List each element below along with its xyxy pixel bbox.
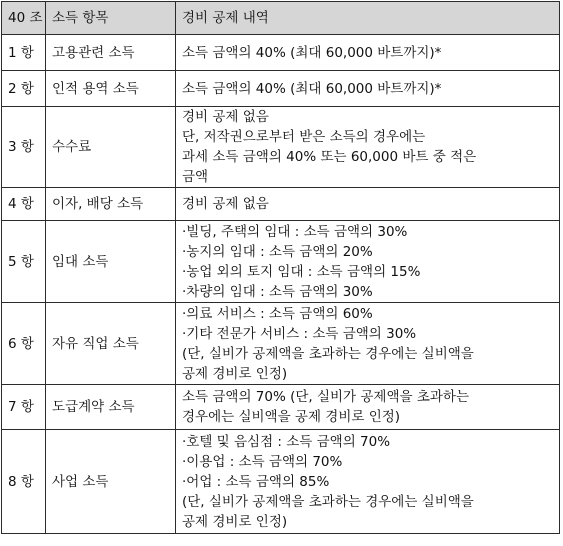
table-row [2, 303, 560, 385]
income-item-cell: 이자, 배당 소득 [46, 188, 176, 221]
income-item-cell: 고용관련 소득 [46, 35, 176, 71]
deduction-detail-cell [176, 221, 560, 303]
income-item-cell: 도급계약 소득 [46, 385, 176, 430]
detail-line: ·기타 전문가 서비스 : 소득 금액의 30% [182, 325, 417, 342]
income-item-cell: 자유 직업 소득 [46, 303, 176, 385]
article-cell: 8 항 [2, 430, 46, 534]
detail-line: 경우에는 실비액을 공제 경비로 인정) [182, 409, 401, 425]
detail-line: ·어업 : 소득 금액의 85% [182, 473, 330, 490]
detail-line: 소득 금액의 40% (최대 60,000 바트까지)* [182, 80, 442, 97]
detail-line: ·농업 외의 토지 임대 : 소득 금액의 15% [182, 263, 421, 280]
table-row [2, 221, 560, 303]
header-article: 40 조 [2, 2, 46, 35]
income-item-cell: 사업 소득 [46, 430, 176, 534]
income-item-cell: 인적 용역 소득 [46, 71, 176, 107]
detail-line: ·빌딩, 주택의 임대 : 소득 금액의 30% [182, 223, 408, 240]
deduction-detail-cell [176, 188, 560, 221]
article-cell: 4 항 [2, 188, 46, 221]
detail-line: 경비 공제 없음 [182, 109, 269, 125]
table-row [2, 385, 560, 430]
detail-line: 경비 공제 없음 [182, 196, 269, 212]
detail-line: ·의료 서비스 : 소득 금액의 60% [182, 305, 373, 322]
detail-line: 공제 경비로 인정) [182, 365, 288, 382]
detail-line: 단, 저작권으로부터 받은 소득의 경우에는 [182, 129, 426, 145]
header-income-item: 소득 항목 [46, 2, 176, 35]
detail-line: 공제 경비로 인정) [182, 513, 288, 530]
table-row [2, 430, 560, 534]
income-item-cell: 임대 소득 [46, 221, 176, 303]
article-cell: 6 항 [2, 303, 46, 385]
detail-line: 금액 [182, 169, 209, 185]
deduction-detail-cell [176, 385, 560, 430]
detail-line: ·농지의 임대 : 소득 금액의 20% [182, 243, 373, 260]
table-row [2, 107, 560, 188]
detail-line: 소득 금액의 70% (단, 실비가 공제액을 초과하는 [182, 389, 470, 405]
table-row [2, 188, 560, 221]
detail-line: ·이용업 : 소득 금액의 70% [182, 453, 343, 470]
deduction-detail-cell [176, 107, 560, 188]
header-deduction-detail: 경비 공제 내역 [176, 2, 560, 35]
table-header-row [2, 2, 560, 35]
article-cell: 5 항 [2, 221, 46, 303]
detail-line: (단, 실비가 공제액을 초과하는 경우에는 실비액을 [182, 493, 474, 510]
detail-line: ·호텔 및 음심점 : 소득 금액의 70% [182, 433, 391, 450]
table-body [2, 2, 560, 534]
deduction-detail-cell [176, 303, 560, 385]
income-item-cell: 수수료 [46, 107, 176, 188]
article-cell: 3 항 [2, 107, 46, 188]
detail-line: 소득 금액의 40% (최대 60,000 바트까지)* [182, 44, 442, 61]
table-row [2, 35, 560, 71]
deduction-detail-cell [176, 35, 560, 71]
expense-deduction-table [1, 1, 560, 534]
detail-line: 과세 소득 금액의 40% 또는 60,000 바트 중 적은 [182, 149, 477, 165]
article-cell: 1 항 [2, 35, 46, 71]
deduction-detail-cell [176, 430, 560, 534]
deduction-detail-cell [176, 71, 560, 107]
article-cell: 7 항 [2, 385, 46, 430]
detail-line: (단, 실비가 공제액을 초과하는 경우에는 실비액을 [182, 345, 474, 362]
detail-line: ·차량의 임대 : 소득 금액의 30% [182, 283, 373, 300]
article-cell: 2 항 [2, 71, 46, 107]
table-row [2, 71, 560, 107]
